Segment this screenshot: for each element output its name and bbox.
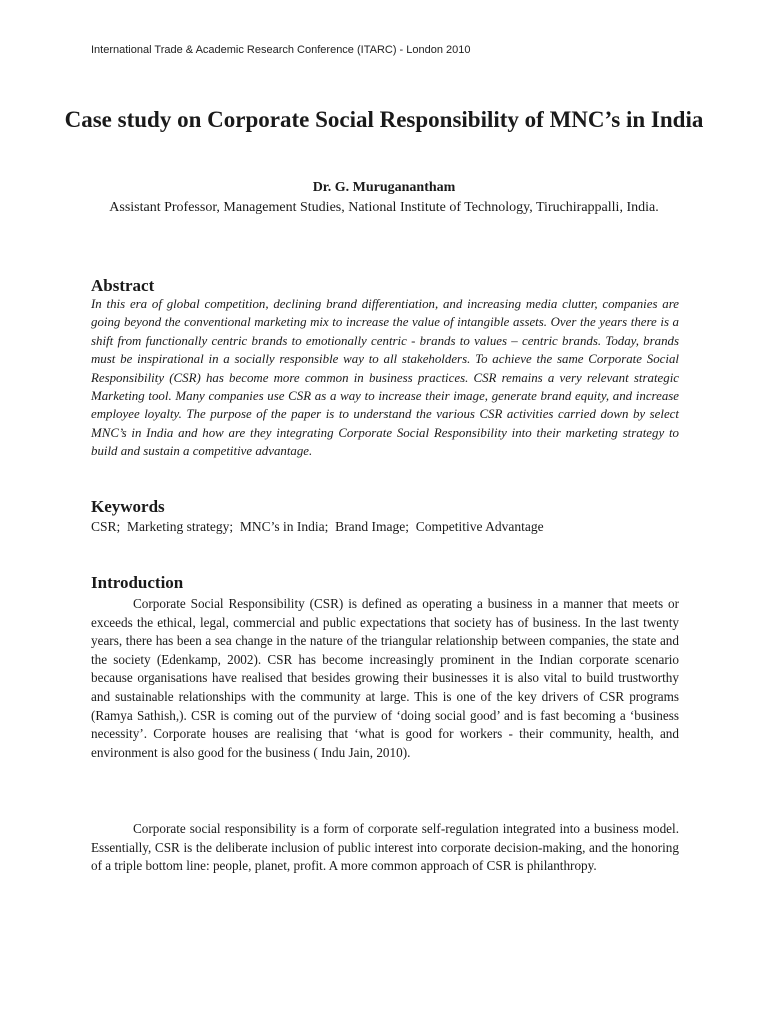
intro-paragraph-1: Corporate Social Responsibility (CSR) is defined as operating a business in a manner that meets or exceeds the ethical, legal, commercial and public expectations that society has of business. In the last twenty years, there has been a sea change in the nature of the triangular relationship between companies, the state and the society (Edenkamp, 2002). CSR has become increasingly prominent in the Indian corporate scenario because organisations have realised that besides growing their businesses it is also vital to build trustworthy and sustainable relationships with the community at large. This is one of the key drivers of CSR programs (Ramya Sathish,). CSR is coming out of the purview of ‘doing social good’ and is fast becoming a ‘business necessity’. Corporate houses are realising that ‘what is good for workers - their community, health, and environment is also good for the business ( Indu Jain, 2010).	[91, 596, 679, 760]
introduction-body	[91, 595, 679, 762]
keywords-text: CSR; Marketing strategy; MNC’s in India; Brand Image; Competitive Advantage	[91, 519, 544, 534]
author-affiliation: Assistant Professor, Management Studies, National Institute of Technology, Tiruchirappalli, India.	[109, 200, 659, 215]
keywords-heading: Keywords	[91, 497, 165, 516]
author-block	[60, 178, 708, 218]
abstract-text: In this era of global competition, declining brand differentiation, and increasing media clutter, companies are going beyond the conventional marketing mix to increase the value of intangible assets. Over the years there is a shift from functionally centric brands to emotionally centric - brands to values – centric brands. Today, brands must be inspirational in a socially responsible way to all stakeholders. To achieve the same Corporate Social Responsibility (CSR) has become more common in business practices. CSR remains a very relevant strategic Marketing tool. Many companies use CSR as a way to increase their image, generate brand equity, and increase employee loyalty. The purpose of the paper is to understand the various CSR activities carried down by select MNC’s in India and how are they integrating Corporate Social Responsibility into their marketing strategy to build and sustain a competitive advantage.	[91, 297, 679, 459]
running-header: International Trade & Academic Research Conference (ITARC) - London 2010	[91, 44, 471, 56]
author-name: Dr. G. Muruganantham	[312, 180, 456, 195]
intro-paragraph-2: Corporate social responsibility is a form of corporate self-regulation integrated into a business model. Essentially, CSR is the deliberate inclusion of public interest into corporate decision-making, and the honoring of a triple bottom line: people, planet, profit. A more common approach of CSR is philanthropy.	[91, 821, 679, 874]
introduction-body-2	[91, 820, 679, 876]
abstract-heading: Abstract	[91, 276, 155, 295]
introduction-heading: Introduction	[91, 573, 184, 592]
paper-title: Case study on Corporate Social Responsibility of MNC’s in India	[64, 107, 704, 132]
